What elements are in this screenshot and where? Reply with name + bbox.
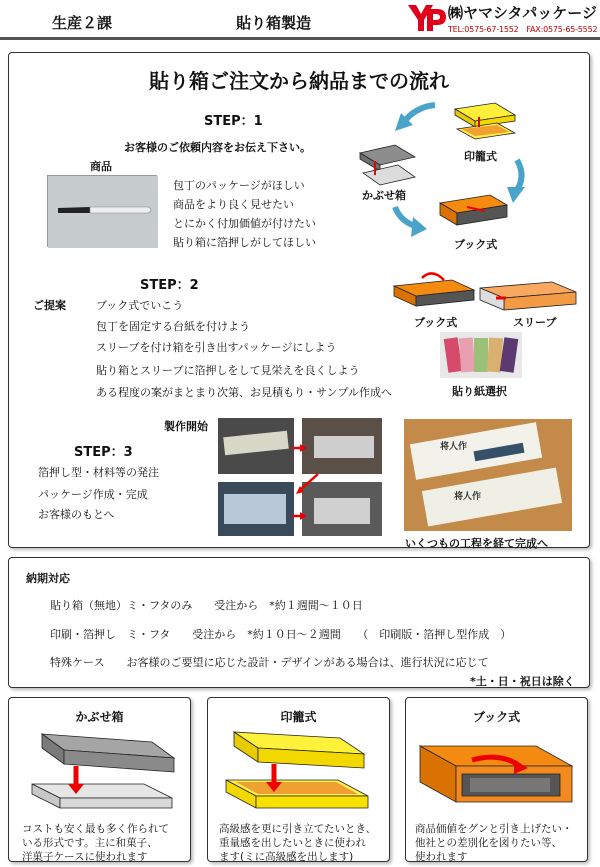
type-card-desc: 他社との差別化を図りたい等、 [415, 837, 562, 849]
flow-title: 貼り箱ご注文から納品までの流れ [149, 69, 449, 93]
step1-label: STEP：1 [204, 114, 263, 129]
company-name: ㈱ヤマシタパッケージ [448, 4, 597, 22]
proposal-item: ある程度の案がまとまり次第、お見積もり・サンプル作成へ [96, 386, 393, 399]
header-divider [0, 37, 600, 40]
type-card-title: かぶせ箱 [75, 710, 124, 724]
type-card-desc: 商品価値をグンと引き上げたい・ [415, 823, 573, 835]
request-item: 貼り箱に箔押しがしてほしい [173, 236, 316, 249]
proposal-item: スリーブを付け箱を引き出すパッケージにしよう [96, 341, 337, 354]
package-maker-text: 将人作 [440, 442, 468, 452]
department-label: 生産２課 [52, 14, 113, 32]
step3-item: お客様のもとへ [38, 508, 115, 521]
cycle-kabuse-label: かぶせ箱 [362, 189, 406, 202]
step3-item: パッケージ作成・完成 [38, 488, 148, 501]
book-box-icon [440, 195, 507, 225]
package-maker-text: 将人作 [454, 492, 482, 502]
request-item: 商品をより良く見せたい [173, 198, 294, 211]
proposal-item: ブック式でいこう [96, 299, 184, 312]
inro-box-icon [212, 724, 384, 820]
type-card-desc: ます(ミに高級感を出します) [219, 851, 354, 863]
paper-selection-label: 貼り紙選択 [452, 385, 507, 398]
book-box-icon [410, 724, 584, 820]
book-and-sleeve-diagram [392, 272, 582, 312]
box-cycle-diagram [355, 95, 545, 265]
finished-package-photo [404, 419, 572, 531]
cycle-inro-label: 印籠式 [464, 150, 497, 163]
knife-icon [48, 176, 158, 248]
step3-item: 箔押し型・材料等の発注 [38, 466, 159, 479]
delivery-title: 納期対応 [26, 572, 70, 585]
type-card-desc: コストも安く最も多く作られて [22, 823, 169, 835]
type-card-desc: 洋菓子ケースに使われます [22, 851, 148, 863]
step1-heading: お客様のご依頼内容をお伝え下さい。 [124, 141, 311, 154]
type-card-desc: 高級感を更に引き立てたいとき、 [219, 823, 377, 835]
type-card-desc: いる形式です。主に和菓子、 [22, 837, 158, 849]
product-label: 商品 [90, 160, 112, 173]
company-contact: TEL:0575-67-1552 FAX:0575-65-5552 [448, 25, 598, 34]
inro-box-icon [455, 103, 515, 139]
delivery-row: 特殊ケース お客様のご要望に応じた設計・デザインがある場合は、進行状況に応じて [50, 656, 489, 669]
request-item: とにかく付加価値が付けたい [173, 217, 316, 230]
finished-caption: いくつもの工程を経て完成へ [405, 537, 548, 550]
knife-photo [47, 175, 157, 247]
step2-label: STEP：2 [140, 278, 199, 293]
kabuse-box-icon [14, 724, 184, 820]
production-photos [218, 418, 386, 536]
delivery-row: 印刷・箔押し ミ・フタ 受注から *約１０日～２週間 （ 印刷版・箔押し型作成 ） [50, 628, 512, 641]
page-title: 貼り箱製造 [236, 14, 312, 32]
book-label: ブック式 [414, 316, 458, 329]
cycle-book-label: ブック式 [454, 238, 498, 251]
request-item: 包丁のパッケージがほしい [173, 179, 305, 192]
delivery-row: 貼り箱（無地）ミ・フタのみ 受注から *約１週間～１０日 [50, 599, 363, 612]
type-card-title: ブック式 [472, 710, 521, 724]
company-logo-icon [407, 3, 447, 33]
proposal-item: 貼り箱とスリーブに箔押しをして見栄えを良くしよう [96, 364, 360, 377]
proposal-label: ご提案 [33, 299, 66, 312]
paper-swatches-photo [440, 332, 522, 378]
proposal-item: 包丁を固定する台紙を付けよう [96, 320, 250, 333]
production-start-label: 製作開始 [164, 420, 208, 433]
type-card-desc: 使われます [415, 851, 468, 863]
step3-label: STEP：3 [74, 445, 133, 460]
delivery-note: *土・日・祝日は除く [470, 675, 575, 688]
sleeve-label: スリーブ [513, 316, 557, 329]
kabuse-box-icon [360, 145, 415, 185]
type-card-desc: 重量感を出したいときに使われ [219, 837, 366, 849]
type-card-title: 印籠式 [280, 710, 317, 724]
